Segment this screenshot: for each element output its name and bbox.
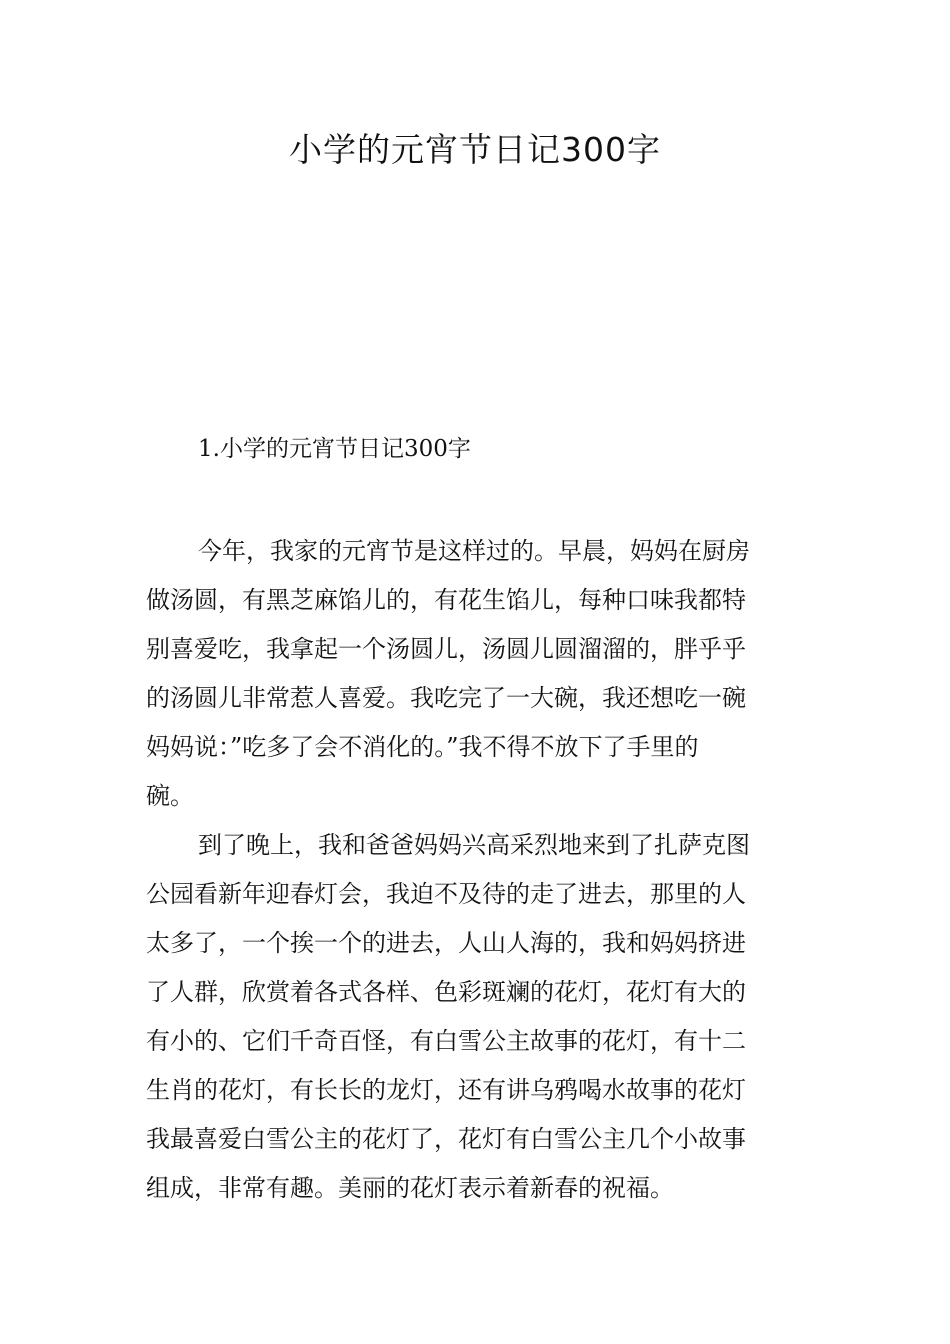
text-line: 公园看新年迎春灯会，我迫不及待的走了进去，那里的人 xyxy=(146,880,746,908)
text-line: 到了晚上，我和爸爸妈妈兴高采烈地来到了扎萨克图 xyxy=(198,831,750,859)
text-line: 太多了，一个挨一个的进去，人山人海的，我和妈妈挤进 xyxy=(146,929,746,957)
text-line: 我最喜爱白雪公主的花灯了，花灯有白雪公主几个小故事 xyxy=(146,1125,746,1153)
text-line: 妈妈说：”吃多了会不消化的。”我不得不放下了手里的 xyxy=(146,733,699,761)
body-text xyxy=(146,527,806,1213)
paragraph-1 xyxy=(146,527,806,821)
text-line: 了人群，欣赏着各式各样、色彩斑斓的花灯，花灯有大的 xyxy=(146,978,746,1006)
text-line: 组成，非常有趣。美丽的花灯表示着新春的祝福。 xyxy=(146,1174,674,1202)
text-line: 做汤圆，有黑芝麻馅儿的，有花生馅儿，每种口味我都特 xyxy=(146,586,746,614)
text-line: 的汤圆儿非常惹人喜爱。我吃完了一大碗，我还想吃一碗 xyxy=(146,684,746,712)
section-heading: 1.小学的元宵节日记300字 xyxy=(198,436,471,462)
document-title: 小学的元宵节日记300字 xyxy=(289,130,661,169)
text-line: 有小的、它们千奇百怪，有白雪公主故事的花灯，有十二 xyxy=(146,1027,746,1055)
text-line: 今年，我家的元宵节是这样过的。早晨，妈妈在厨房 xyxy=(198,537,750,565)
text-line: 别喜爱吃，我拿起一个汤圆儿，汤圆儿圆溜溜的，胖乎乎 xyxy=(146,635,746,663)
paragraph-2 xyxy=(146,821,806,1213)
text-line: 碗。 xyxy=(146,782,194,810)
text-line: 生肖的花灯，有长长的龙灯，还有讲乌鸦喝水故事的花灯 xyxy=(146,1076,746,1104)
